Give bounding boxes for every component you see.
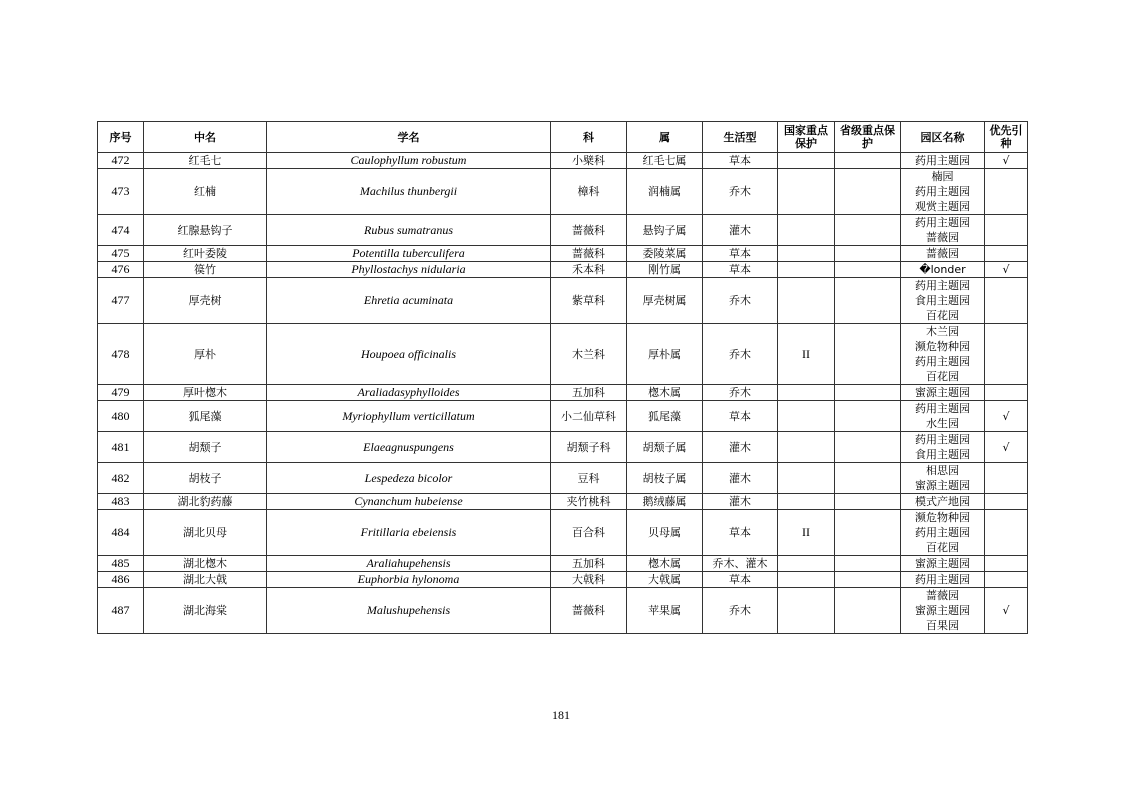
cell-genus: 厚壳树属 bbox=[627, 278, 703, 324]
garden-name: 模式产地园 bbox=[915, 495, 970, 508]
cell-gardens bbox=[901, 324, 985, 385]
table-row bbox=[98, 278, 1028, 324]
cell-gardens bbox=[901, 510, 985, 556]
cell-life-form: 乔木 bbox=[703, 169, 778, 215]
garden-name: 蔷薇园 bbox=[926, 589, 959, 602]
cell-cn-name: 厚朴 bbox=[144, 324, 267, 385]
cell-genus: 红毛七属 bbox=[627, 153, 703, 169]
cell-sci-name: Machilus thunbergii bbox=[267, 169, 551, 215]
garden-name: 药用主题园 bbox=[915, 355, 970, 368]
cell-life-form: 草本 bbox=[703, 572, 778, 588]
cell-no: 477 bbox=[98, 278, 144, 324]
cell-no: 483 bbox=[98, 494, 144, 510]
cell-sci-name: Fritillaria ebeiensis bbox=[267, 510, 551, 556]
garden-name: 药用主题园 bbox=[915, 185, 970, 198]
cell-priority: √ bbox=[985, 401, 1028, 432]
cell-priority bbox=[985, 494, 1028, 510]
cell-family: 紫草科 bbox=[551, 278, 627, 324]
cell-priority bbox=[985, 510, 1028, 556]
table-row bbox=[98, 385, 1028, 401]
table-row bbox=[98, 572, 1028, 588]
garden-name: 药用主题园 bbox=[915, 216, 970, 229]
cell-no: 478 bbox=[98, 324, 144, 385]
cell-gardens bbox=[901, 262, 985, 278]
cell-national-protection: II bbox=[778, 510, 835, 556]
garden-name: 百果园 bbox=[926, 619, 959, 632]
cell-cn-name: 狐尾藻 bbox=[144, 401, 267, 432]
garden-name: 相思园 bbox=[926, 464, 959, 477]
cell-genus: 狐尾藻 bbox=[627, 401, 703, 432]
cell-gardens bbox=[901, 215, 985, 246]
cell-sci-name: Potentilla tuberculifera bbox=[267, 246, 551, 262]
cell-sci-name: Cynanchum hubeiense bbox=[267, 494, 551, 510]
cell-life-form: 乔木 bbox=[703, 385, 778, 401]
cell-genus: 胡枝子属 bbox=[627, 463, 703, 494]
table-row bbox=[98, 556, 1028, 572]
cell-life-form: 乔木 bbox=[703, 278, 778, 324]
cell-life-form: 草本 bbox=[703, 246, 778, 262]
cell-priority bbox=[985, 246, 1028, 262]
cell-family: 小二仙草科 bbox=[551, 401, 627, 432]
cell-life-form: 乔木、灌木 bbox=[703, 556, 778, 572]
cell-sci-name: Araliadasyphylloides bbox=[267, 385, 551, 401]
garden-name: 食用主题园 bbox=[915, 294, 970, 307]
cell-cn-name: 湖北贝母 bbox=[144, 510, 267, 556]
cell-priority: √ bbox=[985, 153, 1028, 169]
cell-sci-name: Myriophyllum verticillatum bbox=[267, 401, 551, 432]
cell-family: 五加科 bbox=[551, 556, 627, 572]
cell-provincial-protection bbox=[835, 169, 901, 215]
cell-provincial-protection bbox=[835, 153, 901, 169]
cell-life-form: 草本 bbox=[703, 510, 778, 556]
cell-genus: 鹅绒藤属 bbox=[627, 494, 703, 510]
cell-family: 蔷薇科 bbox=[551, 215, 627, 246]
page-number: 181 bbox=[552, 708, 570, 722]
cell-life-form: 乔木 bbox=[703, 588, 778, 634]
cell-priority bbox=[985, 324, 1028, 385]
cell-family: 夹竹桃科 bbox=[551, 494, 627, 510]
table-row bbox=[98, 510, 1028, 556]
cell-no: 487 bbox=[98, 588, 144, 634]
cell-sci-name: Malushupehensis bbox=[267, 588, 551, 634]
garden-name: 药用主题园 bbox=[915, 402, 970, 415]
table-row bbox=[98, 432, 1028, 463]
cell-genus: 悬钩子属 bbox=[627, 215, 703, 246]
cell-genus: 苹果属 bbox=[627, 588, 703, 634]
cell-genus: 刚竹属 bbox=[627, 262, 703, 278]
cell-provincial-protection bbox=[835, 510, 901, 556]
cell-genus: 楤木属 bbox=[627, 556, 703, 572]
cell-gardens bbox=[901, 169, 985, 215]
cell-life-form: 灌木 bbox=[703, 432, 778, 463]
cell-provincial-protection bbox=[835, 278, 901, 324]
cell-priority bbox=[985, 572, 1028, 588]
cell-sci-name: Elaeagnuspungens bbox=[267, 432, 551, 463]
cell-gardens bbox=[901, 246, 985, 262]
cell-no: 482 bbox=[98, 463, 144, 494]
cell-cn-name: 湖北海棠 bbox=[144, 588, 267, 634]
header-priority: 优先引种 bbox=[985, 122, 1028, 153]
cell-life-form: 灌木 bbox=[703, 494, 778, 510]
cell-sci-name: Caulophyllum robustum bbox=[267, 153, 551, 169]
cell-family: 五加科 bbox=[551, 385, 627, 401]
cell-national-protection bbox=[778, 572, 835, 588]
cell-life-form: 乔木 bbox=[703, 324, 778, 385]
cell-national-protection bbox=[778, 401, 835, 432]
cell-sci-name: Ehretia acuminata bbox=[267, 278, 551, 324]
cell-gardens bbox=[901, 401, 985, 432]
cell-no: 474 bbox=[98, 215, 144, 246]
cell-gardens bbox=[901, 385, 985, 401]
cell-gardens bbox=[901, 463, 985, 494]
cell-no: 473 bbox=[98, 169, 144, 215]
table-row bbox=[98, 246, 1028, 262]
garden-name: 百花园 bbox=[926, 370, 959, 383]
cell-no: 472 bbox=[98, 153, 144, 169]
cell-family: 胡颓子科 bbox=[551, 432, 627, 463]
garden-name: 观赏主题园 bbox=[915, 200, 970, 213]
cell-no: 484 bbox=[98, 510, 144, 556]
cell-no: 486 bbox=[98, 572, 144, 588]
cell-no: 480 bbox=[98, 401, 144, 432]
garden-name: 水生园 bbox=[926, 417, 959, 430]
cell-no: 479 bbox=[98, 385, 144, 401]
cell-cn-name: 红楠 bbox=[144, 169, 267, 215]
header-family: 科 bbox=[551, 122, 627, 153]
cell-priority bbox=[985, 169, 1028, 215]
cell-family: 蔷薇科 bbox=[551, 246, 627, 262]
cell-family: 大戟科 bbox=[551, 572, 627, 588]
cell-provincial-protection bbox=[835, 463, 901, 494]
cell-national-protection bbox=[778, 215, 835, 246]
cell-cn-name: 红叶委陵 bbox=[144, 246, 267, 262]
cell-no: 481 bbox=[98, 432, 144, 463]
cell-life-form: 灌木 bbox=[703, 463, 778, 494]
cell-gardens bbox=[901, 556, 985, 572]
table-row bbox=[98, 262, 1028, 278]
cell-priority bbox=[985, 215, 1028, 246]
cell-provincial-protection bbox=[835, 588, 901, 634]
cell-gardens bbox=[901, 494, 985, 510]
garden-name: 药用主题园 bbox=[915, 573, 970, 586]
cell-sci-name: Lespedeza bicolor bbox=[267, 463, 551, 494]
cell-gardens bbox=[901, 432, 985, 463]
cell-life-form: 草本 bbox=[703, 153, 778, 169]
garden-name: 药用主题园 bbox=[915, 154, 970, 167]
cell-national-protection bbox=[778, 588, 835, 634]
cell-national-protection bbox=[778, 169, 835, 215]
header-row bbox=[98, 122, 1028, 153]
cell-provincial-protection bbox=[835, 262, 901, 278]
header-cn-name: 中名 bbox=[144, 122, 267, 153]
header-genus: 属 bbox=[627, 122, 703, 153]
cell-national-protection bbox=[778, 385, 835, 401]
cell-priority: √ bbox=[985, 262, 1028, 278]
cell-provincial-protection bbox=[835, 215, 901, 246]
cell-provincial-protection bbox=[835, 385, 901, 401]
garden-name: 蜜源主题园 bbox=[915, 604, 970, 617]
cell-national-protection bbox=[778, 463, 835, 494]
table-row bbox=[98, 494, 1028, 510]
garden-name: 濒危物种园 bbox=[915, 340, 970, 353]
cell-cn-name: 红腺悬钩子 bbox=[144, 215, 267, 246]
cell-cn-name: 厚壳树 bbox=[144, 278, 267, 324]
cell-family: 豆科 bbox=[551, 463, 627, 494]
table-row bbox=[98, 588, 1028, 634]
cell-national-protection bbox=[778, 246, 835, 262]
cell-sci-name: Phyllostachys nidularia bbox=[267, 262, 551, 278]
cell-family: 百合科 bbox=[551, 510, 627, 556]
cell-genus: 厚朴属 bbox=[627, 324, 703, 385]
cell-priority bbox=[985, 463, 1028, 494]
cell-genus: 大戟属 bbox=[627, 572, 703, 588]
cell-national-protection bbox=[778, 278, 835, 324]
garden-name: 蔷薇园 bbox=[926, 247, 959, 260]
cell-life-form: 草本 bbox=[703, 262, 778, 278]
cell-gardens bbox=[901, 572, 985, 588]
cell-priority: √ bbox=[985, 432, 1028, 463]
garden-name: 食用主题园 bbox=[915, 448, 970, 461]
garden-name: 木兰园 bbox=[926, 325, 959, 338]
table-body bbox=[98, 153, 1028, 634]
header-sci-name: 学名 bbox=[267, 122, 551, 153]
cell-gardens bbox=[901, 588, 985, 634]
garden-name: 药用主题园 bbox=[915, 526, 970, 539]
garden-name: 百花园 bbox=[926, 309, 959, 322]
cell-provincial-protection bbox=[835, 556, 901, 572]
cell-priority bbox=[985, 385, 1028, 401]
table-row bbox=[98, 215, 1028, 246]
cell-sci-name: Rubus sumatranus bbox=[267, 215, 551, 246]
cell-gardens bbox=[901, 153, 985, 169]
cell-no: 485 bbox=[98, 556, 144, 572]
cell-life-form: 草本 bbox=[703, 401, 778, 432]
cell-family: 小檗科 bbox=[551, 153, 627, 169]
table-row bbox=[98, 169, 1028, 215]
cell-no: 476 bbox=[98, 262, 144, 278]
cell-provincial-protection bbox=[835, 432, 901, 463]
cell-cn-name: 厚叶楤木 bbox=[144, 385, 267, 401]
cell-cn-name: 湖北楤木 bbox=[144, 556, 267, 572]
garden-name: 蜜源主题园 bbox=[915, 557, 970, 570]
cell-family: 木兰科 bbox=[551, 324, 627, 385]
cell-provincial-protection bbox=[835, 324, 901, 385]
cell-life-form: 灌木 bbox=[703, 215, 778, 246]
cell-family: 蔷薇科 bbox=[551, 588, 627, 634]
header-national-protection: 国家重点保护 bbox=[778, 122, 835, 153]
cell-priority bbox=[985, 556, 1028, 572]
cell-genus: 楤木属 bbox=[627, 385, 703, 401]
cell-cn-name: 湖北大戟 bbox=[144, 572, 267, 588]
table-row bbox=[98, 463, 1028, 494]
header-provincial-protection: 省级重点保护 bbox=[835, 122, 901, 153]
cell-national-protection bbox=[778, 494, 835, 510]
cell-national-protection bbox=[778, 153, 835, 169]
table-row bbox=[98, 153, 1028, 169]
cell-family: 禾本科 bbox=[551, 262, 627, 278]
cell-priority: √ bbox=[985, 588, 1028, 634]
cell-sci-name: Araliahupehensis bbox=[267, 556, 551, 572]
cell-genus: 贝母属 bbox=[627, 510, 703, 556]
cell-provincial-protection bbox=[835, 401, 901, 432]
cell-cn-name: 胡枝子 bbox=[144, 463, 267, 494]
garden-name: �londer bbox=[919, 263, 966, 276]
cell-family: 樟科 bbox=[551, 169, 627, 215]
cell-provincial-protection bbox=[835, 494, 901, 510]
cell-provincial-protection bbox=[835, 246, 901, 262]
table-row bbox=[98, 401, 1028, 432]
cell-genus: 胡颓子属 bbox=[627, 432, 703, 463]
cell-sci-name: Houpoea officinalis bbox=[267, 324, 551, 385]
header-life-form: 生活型 bbox=[703, 122, 778, 153]
cell-national-protection bbox=[778, 262, 835, 278]
species-table bbox=[97, 121, 1028, 634]
cell-priority bbox=[985, 278, 1028, 324]
cell-cn-name: 湖北豹药藤 bbox=[144, 494, 267, 510]
cell-cn-name: 篌竹 bbox=[144, 262, 267, 278]
cell-cn-name: 胡颓子 bbox=[144, 432, 267, 463]
cell-gardens bbox=[901, 278, 985, 324]
header-no: 序号 bbox=[98, 122, 144, 153]
garden-name: 濒危物种园 bbox=[915, 511, 970, 524]
cell-national-protection bbox=[778, 432, 835, 463]
garden-name: 药用主题园 bbox=[915, 279, 970, 292]
garden-name: 蜜源主题园 bbox=[915, 386, 970, 399]
garden-name: 药用主题园 bbox=[915, 433, 970, 446]
cell-national-protection bbox=[778, 556, 835, 572]
table-row bbox=[98, 324, 1028, 385]
cell-cn-name: 红毛七 bbox=[144, 153, 267, 169]
cell-no: 475 bbox=[98, 246, 144, 262]
garden-name: 楠园 bbox=[931, 170, 954, 183]
table-header bbox=[98, 122, 1028, 153]
cell-genus: 委陵菜属 bbox=[627, 246, 703, 262]
garden-name: 蔷薇园 bbox=[926, 231, 959, 244]
cell-national-protection: II bbox=[778, 324, 835, 385]
cell-sci-name: Euphorbia hylonoma bbox=[267, 572, 551, 588]
header-garden: 园区名称 bbox=[901, 122, 985, 153]
cell-provincial-protection bbox=[835, 572, 901, 588]
cell-genus: 润楠属 bbox=[627, 169, 703, 215]
garden-name: 百花园 bbox=[926, 541, 959, 554]
garden-name: 蜜源主题园 bbox=[915, 479, 970, 492]
